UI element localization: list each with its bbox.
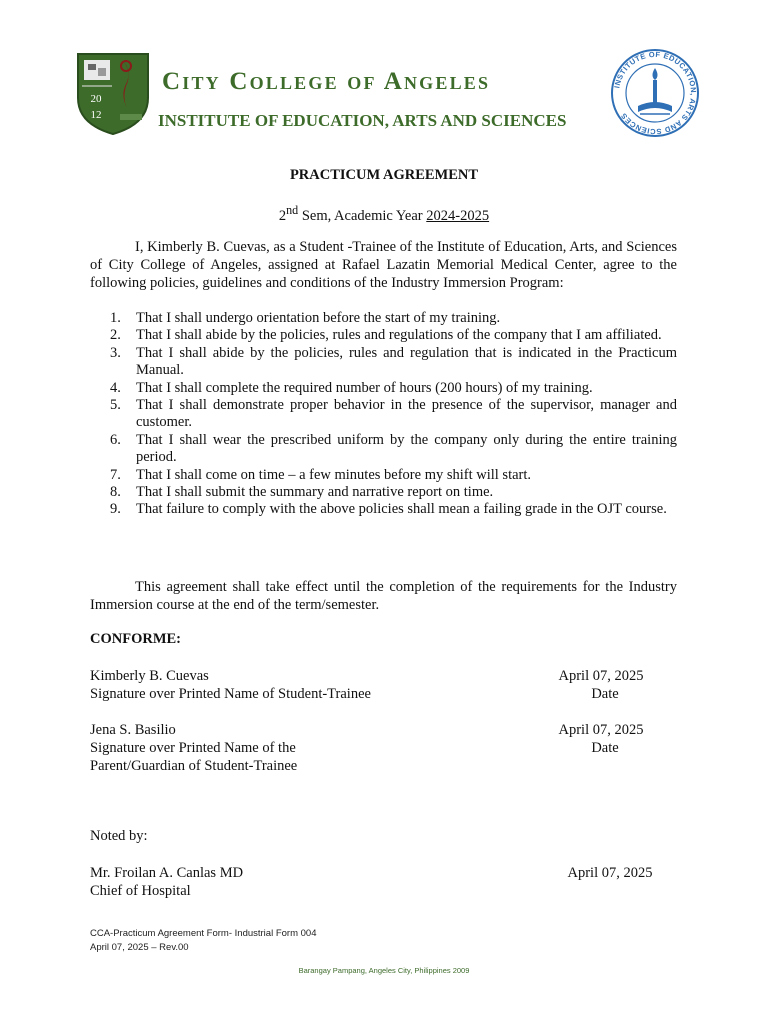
form-revision: April 07, 2025 – Rev.00 [90, 942, 189, 953]
policy-item-number: 4. [110, 379, 121, 396]
policy-item [90, 327, 677, 344]
noted-by-label: Noted by: [90, 828, 148, 844]
parent-signature-caption-line1: Signature over Printed Name of the [90, 740, 296, 756]
conforme-label: CONFORME: [90, 631, 182, 647]
form-id: CCA-Practicum Agreement Form- Industrial Form 004 [90, 928, 317, 939]
policy-item-text: That I shall abide by the policies, rules and regulation that is indicated in the Practicum Manual. [136, 344, 677, 379]
policy-item [90, 310, 677, 327]
student-signature-caption: Signature over Printed Name of Student-Trainee [90, 686, 371, 702]
student-date: April 07, 2025 [558, 668, 644, 684]
noted-date: April 07, 2025 [567, 865, 653, 881]
academic-year: 2024-2025 [426, 207, 490, 224]
policy-item-number: 7. [110, 466, 121, 483]
closing-paragraph: This agreement shall take effect until the completion of the requirements for the Industry Immersion course at the end of the term/semester. [90, 579, 677, 613]
parent-date: April 07, 2025 [558, 722, 644, 738]
policy-item-text: That I shall abide by the policies, rules and regulations of the company that I am affiliated. [136, 327, 662, 344]
shield-year-bottom: 12 [90, 109, 102, 121]
policy-item-text: That I shall demonstrate proper behavior in the presence of the supervisor, manager and customer. [136, 397, 677, 431]
seal-ring-text: INSTITUTE OF EDUCATION, ARTS AND SCIENCES [612, 49, 699, 137]
document-title: PRACTICUM AGREEMENT [289, 167, 479, 183]
policy-item-number: 6. [110, 431, 121, 448]
policy-item-text: That I shall complete the required number of hours (200 hours) of my training. [136, 379, 593, 396]
policy-item-number: 5. [110, 397, 121, 414]
college-name: City College of Angeles [162, 68, 491, 95]
shield-year-top: 20 [90, 93, 102, 105]
policy-item [90, 432, 677, 467]
parent-date-label: Date [591, 740, 619, 756]
policy-item [90, 501, 677, 518]
policy-item-number: 3. [110, 344, 121, 361]
student-name: Kimberly B. Cuevas [90, 668, 209, 684]
policy-list [90, 310, 677, 519]
policy-item [90, 397, 677, 432]
student-date-label: Date [591, 686, 619, 702]
policy-item [90, 345, 677, 380]
college-shield-logo [76, 50, 150, 136]
semester-text: Sem, Academic Year [298, 207, 427, 224]
policy-item [90, 380, 677, 397]
policy-item-text: That failure to comply with the above policies shall mean a failing grade in the OJT course. [136, 501, 667, 518]
college-address: Barangay Pampang, Angeles City, Philippines 2009 [298, 966, 470, 975]
policy-item-text: That I shall wear the prescribed uniform by the company only during the entire training period. [136, 431, 677, 466]
noted-name: Mr. Froilan A. Canlas MD [90, 865, 244, 881]
policy-item-text: That I shall undergo orientation before the start of my training. [136, 310, 501, 326]
parent-name: Jena S. Basilio [90, 722, 176, 738]
institute-seal-logo [610, 48, 700, 138]
policy-item-number: 9. [110, 501, 121, 518]
policy-item [90, 467, 677, 484]
semester-number: 2 [278, 207, 287, 224]
letterhead [76, 48, 699, 140]
parent-signature-caption-line2: Parent/Guardian of Student-Trainee [90, 758, 298, 774]
policy-item-text: That I shall submit the summary and narrative report on time. [136, 484, 494, 501]
policy-item-number: 2. [110, 327, 121, 344]
policy-item-number: 1. [110, 310, 121, 326]
policy-item-number: 8. [110, 484, 121, 501]
policy-item-text: That I shall come on time – a few minutes before my shift will start. [136, 466, 532, 483]
intro-paragraph: I, Kimberly B. Cuevas, as a Student -Trainee of the Institute of Education, Arts, and Sciences of City College of Angeles, assigned at Rafael Lazatin Memorial Medical Center, agree to the following policies, guidelines and conditions of the Industry Immersion Program: [90, 239, 677, 291]
semester-ordinal: nd [286, 203, 299, 217]
policy-item [90, 484, 677, 501]
noted-title: Chief of Hospital [90, 883, 191, 899]
institute-name: INSTITUTE OF EDUCATION, ARTS AND SCIENCES [158, 111, 567, 130]
semester-line [0, 203, 768, 225]
